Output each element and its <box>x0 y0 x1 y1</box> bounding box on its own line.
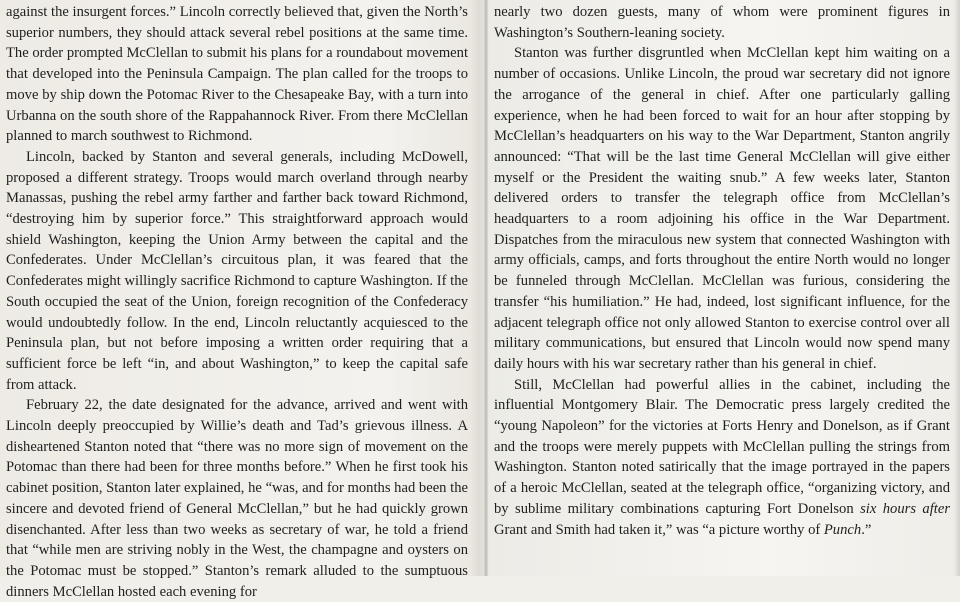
page-gutter <box>484 0 488 576</box>
right-paragraph-3-italic-a: six hours after <box>860 500 950 517</box>
right-paragraph-3-text-a: Still, McClellan had powerful allies in the cabinet, including the influential Montgomery Blair. The Democratic press largely credited the “young Napoleon” for the victories at Forts Henry and Donelson, as if Grant and the troops were merely puppets with McClellan pulling the strings from Washington. Stanton noted satirically that the image portrayed in the papers of a heroic McClellan, seated at the telegraph office, “organizing victory, and by sublime military combinations capturing Fort Donelson <box>494 376 950 517</box>
left-paragraph-3: February 22, the date designated for the advance, arrived and went with Lincoln deeply preoccupied by Willie’s death and Tad’s grievous illness. A disheartened Stanton noted that “there was no more sign of movement on the Potomac than there had been for three months before.” When he first took his cabinet position, Stanton later explained, he “was, and for months had been the sincere and devoted friend of General McClellan,” but he had quickly grown disenchanted. After less than two weeks as secretary of war, he told a friend that “while men are striving nobly in the West, the champagne and oysters on the Potomac must be stopped.” Stanton’s remark alluded to the sumptuous dinners McClellan hosted each evening for <box>6 397 468 600</box>
left-column <box>6 2 468 602</box>
right-paragraph-3-italic-b: Punch <box>823 521 862 538</box>
right-column <box>494 2 950 540</box>
right-paragraph-1: nearly two dozen guests, many of whom were prominent figures in Washington’s Southern-leaning society. <box>494 4 950 41</box>
right-paragraph-2: Stanton was further disgruntled when McClellan kept him waiting on a number of occasions. Unlike Lincoln, the proud war secretary did not ignore the arrogance of the general in chief. After one particularly galling experience, when he had been forced to wait for an hour after stopping by McClellan’s headquarters on his way to the War Department, Stanton angrily announced: “That will be the last time General McClellan will give either myself or the President the waiting snub.” A few weeks later, Stanton delivered orders to transfer the telegraph office from McClellan’s headquarters to a room adjoining his office in the War Department. Dispatches from the miraculous new system that connected Washington with army officials, camps, and forts throughout the entire North would no longer be funneled through McClellan. McClellan was furious, considering the transfer “his humiliation.” He had, indeed, lost significant influence, for the adjacent telegraph office not only allowed Stanton to exercise control over all military communications, but ensured that Lincoln would now spend many daily hours with his war secretary rather than his general in chief. <box>494 45 950 372</box>
right-paragraph-3-text-b: Grant and Smith had taken it,” was “a picture worthy of <box>494 521 824 538</box>
right-paragraph-3-text-c: .” <box>861 521 872 538</box>
left-paragraph-2: Lincoln, backed by Stanton and several generals, including McDowell, proposed a different strategy. Troops would march overland through nearby Manassas, pushing the rebel army farther and farther back toward Richmond, “destroying him by superior force.” This straightforward approach would shield Washington, keeping the Union Army between the capital and the Confederates. Under McClellan’s circuitous plan, it was feared that the Confederates might willingly sacrifice Richmond to capture Washington. If the South occupied the seat of the Union, foreign recognition of the Confederacy would undoubtedly follow. In the end, Lincoln reluctantly acquiesced to the Peninsula plan, but not before imposing a written order requiring that a sufficient force be left “in, and about Washington,” to keep the capital safe from attack. <box>6 148 468 393</box>
right-paragraph-3 <box>494 375 950 541</box>
page-edge-shadow <box>954 0 960 576</box>
left-paragraph-1: against the insurgent forces.” Lincoln correctly believed that, given the North’s superior numbers, they should attack several rebel positions at the same time. The order prompted McClellan to submit his plans for a roundabout movement that developed into the Peninsula Campaign. The plan called for the troops to move by ship down the Potomac River to the Chesapeake Bay, with a turn into Urbanna on the south shore of the Rappahannock River. From there McClellan planned to march southwest to Richmond. <box>6 4 468 145</box>
